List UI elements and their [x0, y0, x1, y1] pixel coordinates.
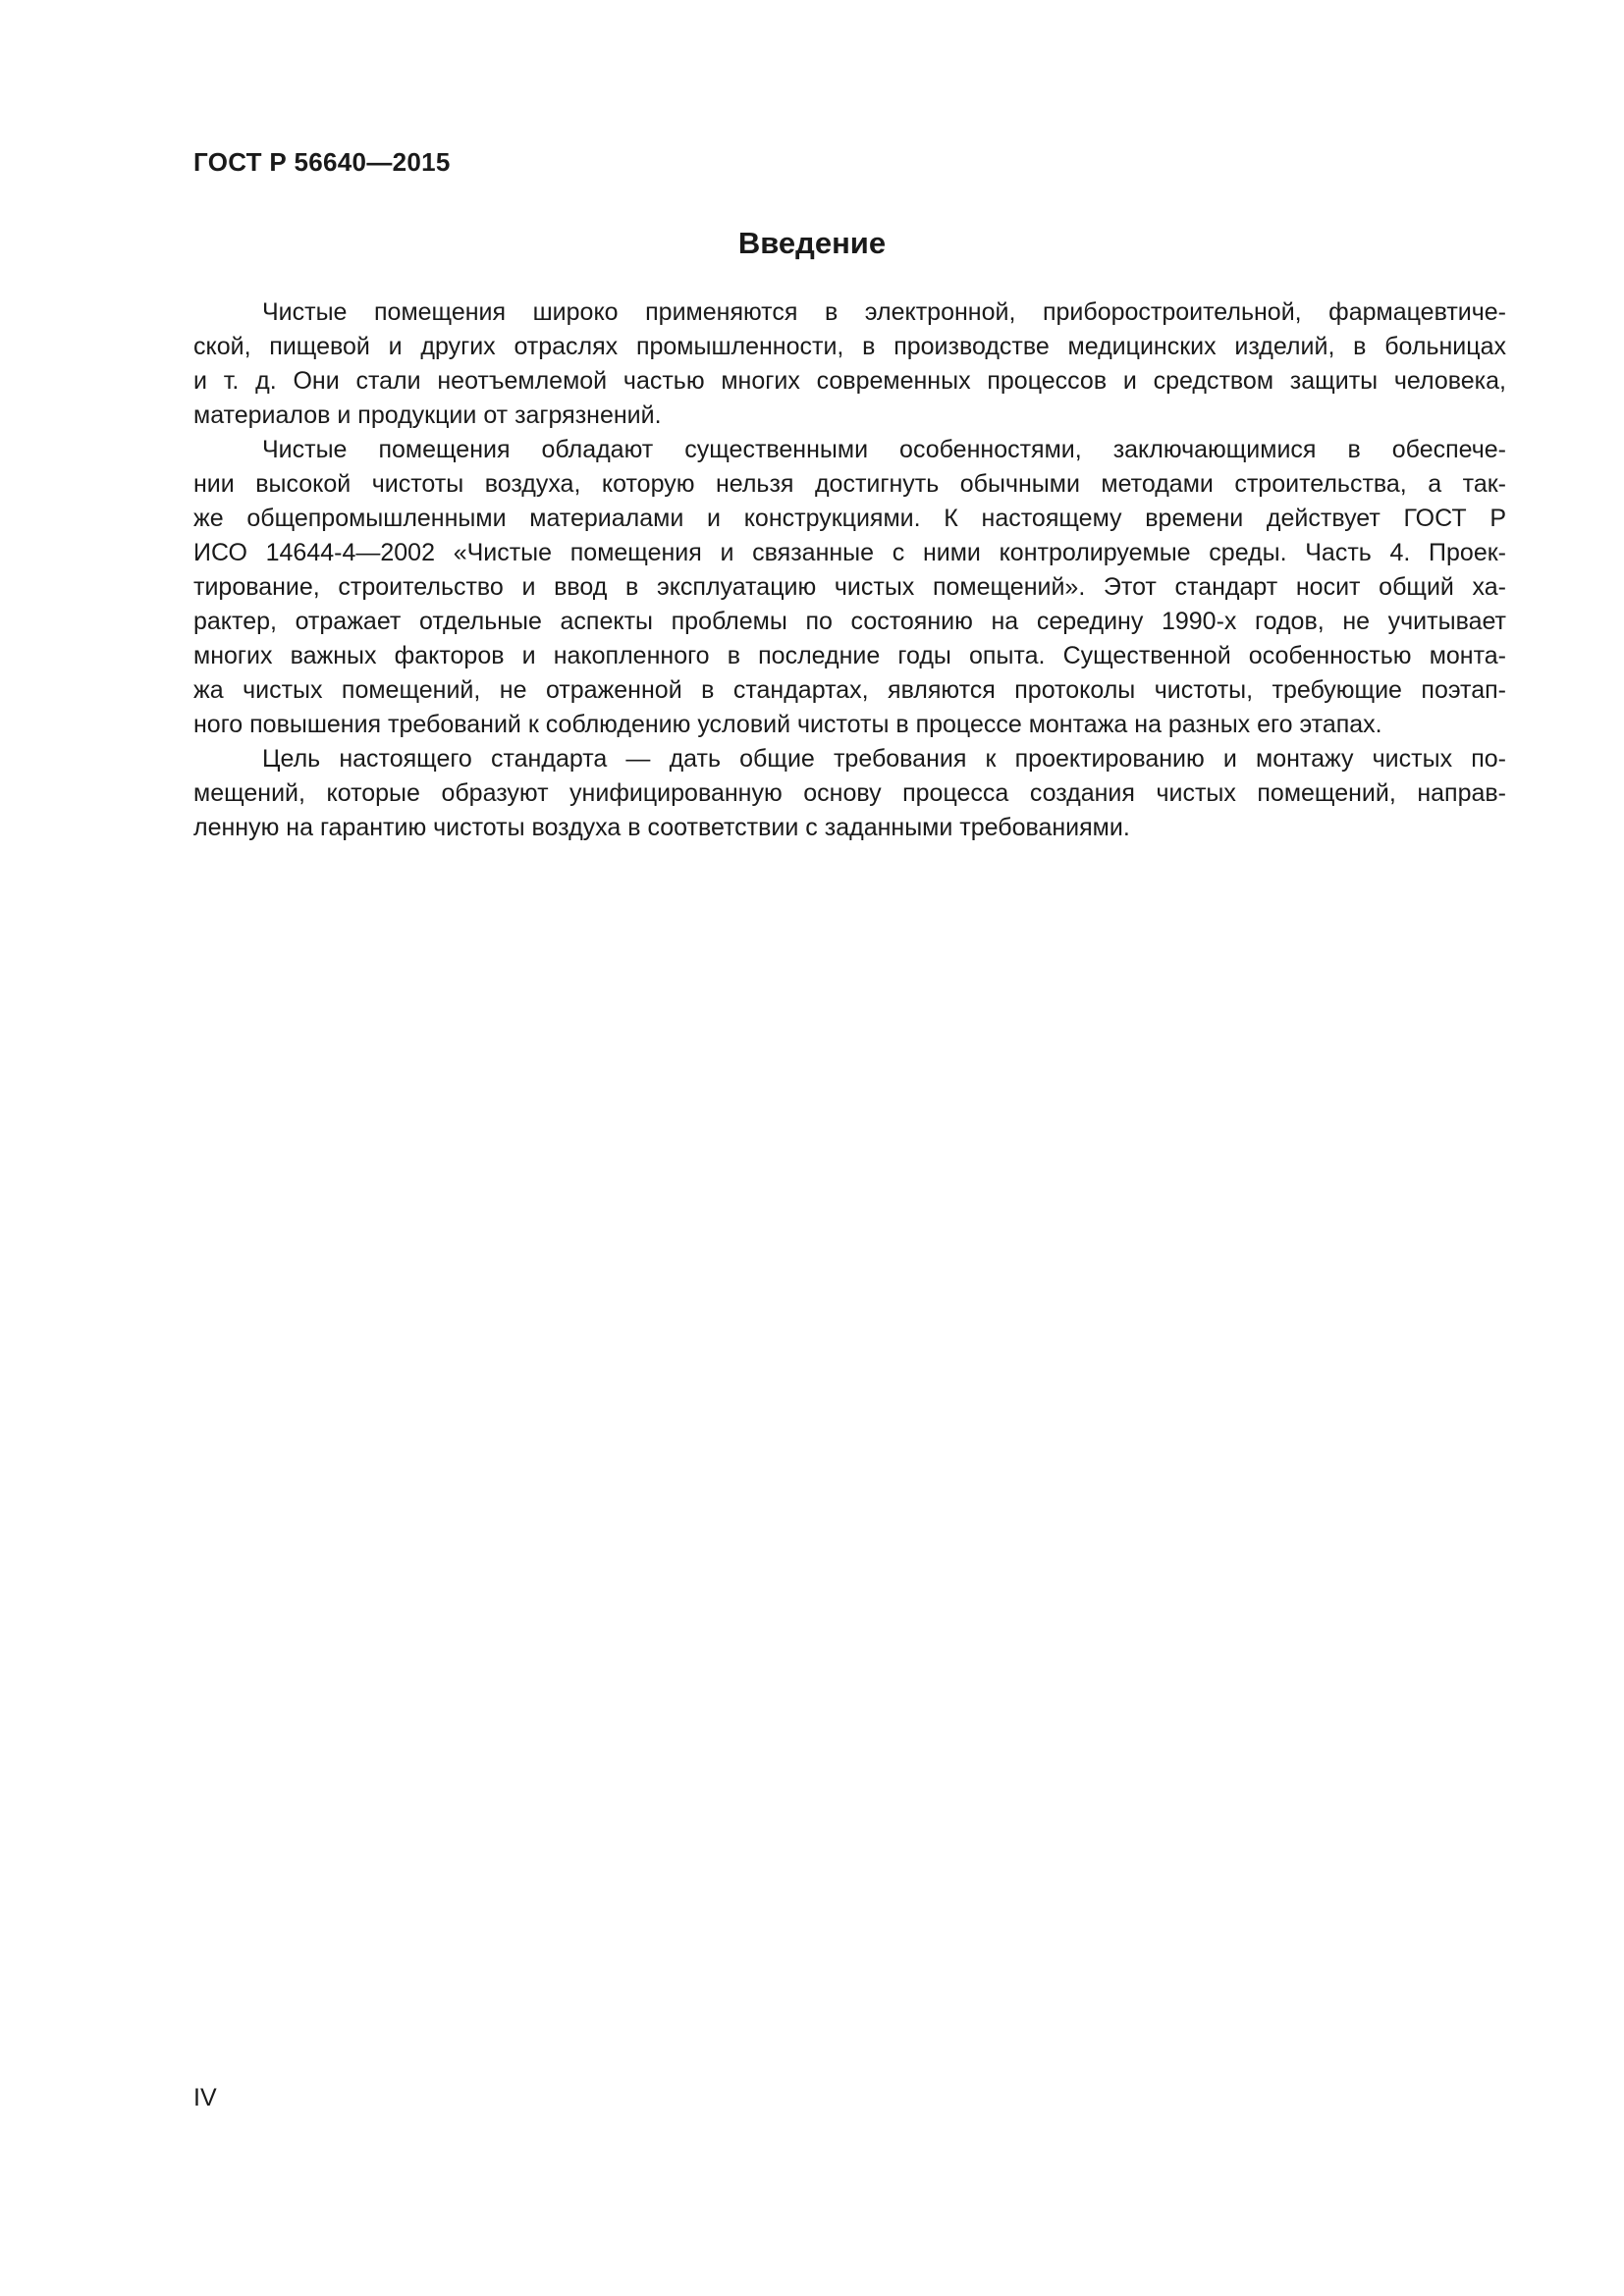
text-line: ской, пищевой и других отраслях промышленности, в производстве медицинских изделий, в больницах [193, 333, 1506, 360]
paragraph-2 [193, 433, 1506, 742]
text-line: ного повышения требований к соблюдению условий чистоты в процессе монтажа на разных его этапах. [193, 711, 1382, 738]
text-line: ИСО 14644-4—2002 «Чистые помещения и связанные с ними контролируемые среды. Часть 4. Проек- [193, 539, 1506, 566]
text-line: многих важных факторов и накопленного в последние годы опыта. Существенной особенностью монта- [193, 642, 1506, 669]
paragraph-3 [193, 742, 1506, 845]
text-line: жа чистых помещений, не отраженной в стандартах, являются протоколы чистоты, требующие поэтап- [193, 676, 1506, 704]
text-line: же общепромышленными материалами и конструкциями. К настоящему времени действует ГОСТ Р [193, 505, 1506, 532]
text-line: материалов и продукции от загрязнений. [193, 401, 662, 429]
text-line: мещений, которые образуют унифицированную основу процесса создания чистых помещений, направ- [193, 779, 1506, 807]
page-number: IV [193, 2084, 217, 2111]
text-line: Чистые помещения обладают существенными особенностями, заключающимися в обеспече- [262, 436, 1506, 463]
text-line: Чистые помещения широко применяются в электронной, приборостроительной, фармацевтиче- [262, 298, 1506, 326]
text-line: тирование, строительство и ввод в эксплуатацию чистых помещений». Этот стандарт носит общий ха- [193, 573, 1506, 601]
paragraph-1 [193, 295, 1506, 433]
section-title: Введение [737, 226, 887, 260]
text-line: рактер, отражает отдельные аспекты проблемы по состоянию на середину 1990-х годов, не учитывает [193, 608, 1506, 635]
body-text [193, 295, 1506, 845]
text-line: Цель настоящего стандарта — дать общие требования к проектированию и монтажу чистых по- [262, 745, 1506, 773]
document-code: ГОСТ Р 56640—2015 [193, 147, 451, 177]
text-line: и т. д. Они стали неотъемлемой частью многих современных процессов и средством защиты человека, [193, 367, 1506, 395]
text-line: нии высокой чистоты воздуха, которую нельзя достигнуть обычными методами строительства, а так- [193, 470, 1506, 498]
text-line: ленную на гарантию чистоты воздуха в соответствии с заданными требованиями. [193, 814, 1130, 841]
